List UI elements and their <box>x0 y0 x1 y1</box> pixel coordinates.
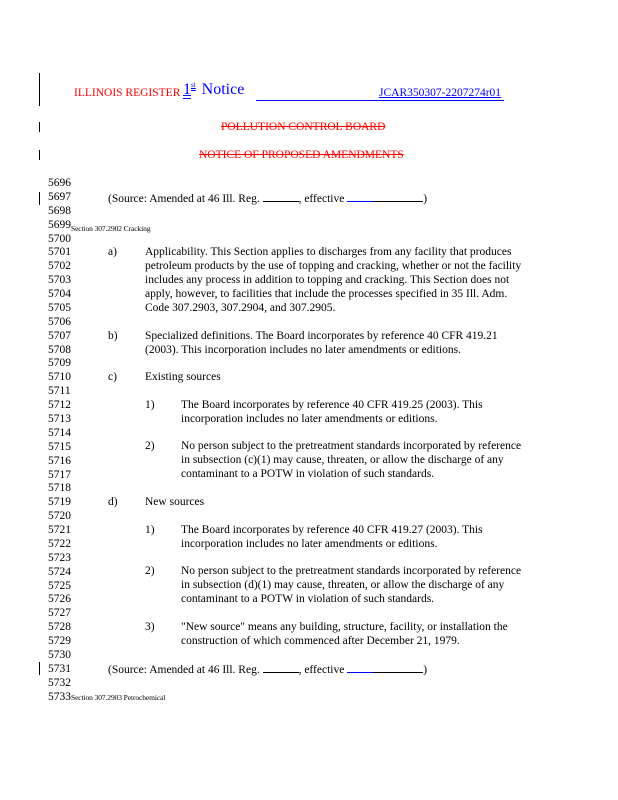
item-label: 1) <box>145 524 155 536</box>
line-number: 5713 <box>48 413 71 425</box>
change-bar <box>39 662 40 675</box>
text-line: Specialized definitions. The Board incorporates by reference 40 CFR 419.21 <box>145 330 498 342</box>
line-number: 5701 <box>48 246 71 259</box>
text-line: (2003). This incorporation includes no later amendments or editions. <box>145 343 461 356</box>
item-d3-text <box>181 621 508 649</box>
header-underline <box>256 100 504 101</box>
notice-label: Notice <box>201 81 245 98</box>
text-line: incorporation includes no later amendments or editions. <box>181 412 438 425</box>
text-line: apply, however, to facilities that include the processes specified in 35 Ill. Adm. <box>145 287 508 300</box>
text-line: No person subject to the pretreatment standards incorporated by reference <box>181 440 522 452</box>
item-d2-text <box>181 565 521 607</box>
line-number: 5702 <box>48 260 71 273</box>
change-bar <box>39 73 40 106</box>
register-title: ILLINOIS REGISTER <box>74 87 181 99</box>
edition-number: 1 <box>183 81 191 98</box>
change-bar <box>39 192 40 205</box>
line-number: 5707 <box>48 329 71 342</box>
source-suffix: ) <box>423 664 428 676</box>
line-number: 5724 <box>48 565 71 578</box>
line-number: 5731 <box>48 662 71 675</box>
text-line: in subsection (c)(1) may cause, threaten, or allow the discharge of any <box>181 453 504 466</box>
item-c2-text <box>181 440 521 482</box>
line-number: 5729 <box>48 635 71 647</box>
line-number: 5711 <box>48 385 71 398</box>
source-prefix: (Source: Amended at 46 Ill. Reg. <box>108 193 263 205</box>
source-prefix: (Source: Amended at 46 Ill. Reg. <box>108 664 263 676</box>
text-line: construction of which commenced after December 21, 1979. <box>181 634 460 647</box>
line-number: 5710 <box>48 371 71 384</box>
line-number: 5728 <box>48 621 71 634</box>
text-line: Applicability. This Section applies to discharges from any facility that produces <box>145 246 512 258</box>
line-number: 5721 <box>48 524 71 536</box>
text-line: "New source" means any building, structure, facility, or installation the <box>181 621 508 633</box>
text-line: The Board incorporates by reference 40 CFR 419.27 (2003). This <box>181 524 483 536</box>
line-number: 5719 <box>48 496 71 509</box>
subsection-a-text <box>145 246 521 316</box>
line-number: 5716 <box>48 454 71 467</box>
item-label: 2) <box>145 440 155 452</box>
line-number: 5727 <box>48 607 71 620</box>
text-line: contaminant to a POTW in violation of such standards. <box>181 467 435 480</box>
line-number: 5706 <box>48 315 71 328</box>
text-line: No person subject to the pretreatment standards incorporated by reference <box>181 565 522 577</box>
header-edition <box>183 81 244 99</box>
item-d1-text <box>181 524 483 552</box>
item-label: 2) <box>145 565 155 577</box>
subsection-label: a) <box>108 246 117 258</box>
section-heading: Section 307.2902 Cracking <box>71 224 151 233</box>
line-number: 5718 <box>48 482 71 495</box>
line-number: 5712 <box>48 399 71 412</box>
line-number: 5733 <box>48 690 71 703</box>
line-number: 5722 <box>48 537 71 550</box>
item-label: 1) <box>145 399 155 411</box>
text-line: in subsection (d)(1) may cause, threaten, or allow the discharge of any <box>181 578 505 591</box>
line-number: 5709 <box>48 357 71 370</box>
section-heading: Section 307.2903 Petrochemical <box>71 693 166 702</box>
document-id: JCAR350307-2207274r01 <box>379 87 502 99</box>
change-bar <box>39 122 40 132</box>
line-number: 5732 <box>48 676 71 689</box>
line-number: 5704 <box>48 288 71 300</box>
line-number: 5708 <box>48 343 71 356</box>
line-number: 5717 <box>48 468 71 481</box>
text-line: Code 307.2903, 307.2904, and 307.2905. <box>145 301 336 314</box>
text-line: incorporation includes no later amendments or editions. <box>181 537 438 550</box>
item-label: 3) <box>145 621 155 633</box>
subsection-label: c) <box>108 371 117 383</box>
edition-suffix: st <box>191 81 196 89</box>
line-number: 5698 <box>48 204 71 217</box>
line-number: 5699 <box>48 218 71 231</box>
subsection-d-title: New sources <box>145 496 205 508</box>
line-number: 5730 <box>48 648 71 661</box>
change-bar <box>39 150 40 160</box>
source-effective: , effective <box>298 193 348 205</box>
line-number: 5726 <box>48 593 71 606</box>
line-number: 5697 <box>48 190 71 203</box>
source-suffix: ) <box>423 193 428 205</box>
line-number: 5715 <box>48 440 71 453</box>
subsection-label: d) <box>108 496 118 508</box>
subsection-c-title: Existing sources <box>145 371 221 383</box>
line-number: 5720 <box>48 510 71 523</box>
line-number: 5725 <box>48 579 71 592</box>
line-number: 5705 <box>48 301 71 314</box>
line-number: 5714 <box>48 426 71 439</box>
line-number: 5703 <box>48 274 71 287</box>
notice-title: NOTICE OF PROPOSED AMENDMENTS <box>199 149 404 161</box>
text-line: includes any process in addition to topping and cracking. This Section does not <box>145 273 510 286</box>
text-line: contaminant to a POTW in violation of such standards. <box>181 592 435 605</box>
line-number: 5696 <box>48 177 71 189</box>
text-line: petroleum products by the use of topping and cracking, whether or not the facility <box>145 259 522 272</box>
page-header <box>74 83 180 101</box>
subsection-b-text <box>145 330 498 358</box>
line-number: 5723 <box>48 551 71 564</box>
source-note <box>108 662 427 678</box>
source-effective: , effective <box>298 664 348 676</box>
text-line: The Board incorporates by reference 40 CFR 419.25 (2003). This <box>181 399 483 411</box>
board-title: POLLUTION CONTROL BOARD <box>221 121 386 133</box>
subsection-label: b) <box>108 330 118 342</box>
line-number: 5700 <box>48 232 71 245</box>
item-c1-text <box>181 399 483 427</box>
source-note <box>108 191 427 207</box>
